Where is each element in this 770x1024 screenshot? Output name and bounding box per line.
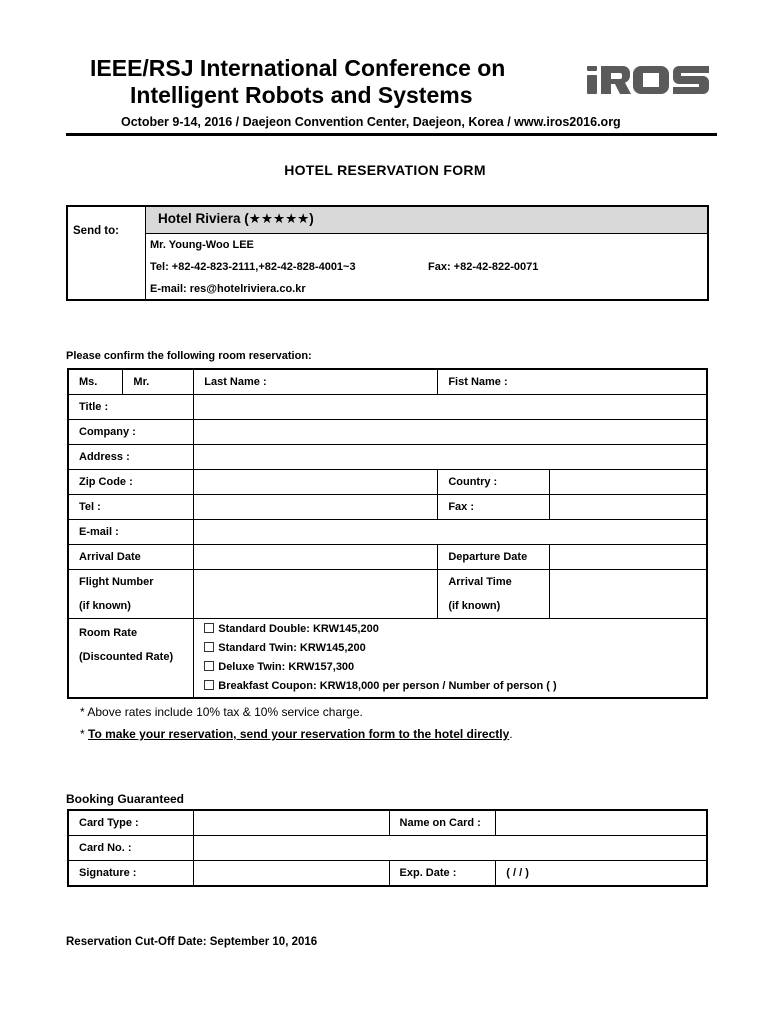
rate-option-breakfast[interactable] (204, 677, 706, 696)
company-label: Company : (68, 420, 194, 445)
card-type-input[interactable] (194, 810, 389, 836)
table-row (68, 520, 707, 545)
name-on-card-label: Name on Card : (389, 810, 496, 836)
table-row (68, 619, 707, 699)
name-on-card-input[interactable] (496, 810, 707, 836)
checkbox-icon[interactable] (204, 642, 214, 652)
flight-number-text: Flight Number (79, 576, 154, 588)
note-prefix: * (80, 727, 89, 741)
zip-label: Zip Code : (68, 470, 194, 495)
zip-input[interactable] (194, 470, 438, 495)
rate-option-standard-twin[interactable] (204, 639, 706, 658)
table-row (68, 861, 707, 887)
booking-guaranteed-label: Booking Guaranteed (66, 792, 185, 806)
mr-option[interactable]: Mr. (123, 369, 194, 395)
hotel-fax: Fax: +82-42-822-0071 (428, 261, 539, 273)
fax-label: Fax : (438, 495, 550, 520)
table-row (68, 810, 707, 836)
hotel-name: Hotel Riviera (★★★★★) (158, 211, 314, 226)
form-title: HOTEL RESERVATION FORM (284, 162, 486, 178)
card-no-label: Card No. : (68, 836, 194, 861)
reservation-table (67, 368, 708, 699)
departure-date-input[interactable] (550, 545, 707, 570)
flight-number-label (68, 570, 194, 619)
reservation-intro: Please confirm the following room reservation: (66, 350, 312, 362)
hotel-contact: Mr. Young-Woo LEE (150, 239, 254, 251)
rate-label: Deluxe Twin: KRW157,300 (218, 661, 355, 673)
ms-option[interactable]: Ms. (68, 369, 123, 395)
country-label: Country : (438, 470, 550, 495)
discounted-rate-text: (Discounted Rate) (79, 651, 174, 663)
note-suffix: . (509, 727, 513, 741)
rate-label: Breakfast Coupon: KRW18,000 per person / Number of person ( ) (218, 680, 557, 692)
last-name-field[interactable]: Last Name : (194, 369, 438, 395)
booking-table (67, 809, 708, 887)
table-row (68, 545, 707, 570)
cutoff-date: Reservation Cut-Off Date: September 10, 2016 (66, 936, 318, 948)
flight-if-known-text: (if known) (79, 600, 131, 612)
hotel-email: E-mail: res@hotelriviera.co.kr (150, 283, 306, 295)
email-label: E-mail : (68, 520, 194, 545)
conference-title-line2: Intelligent Robots and Systems (130, 82, 473, 108)
table-row (68, 470, 707, 495)
title-input[interactable] (194, 395, 707, 420)
country-input[interactable] (550, 470, 707, 495)
company-input[interactable] (194, 420, 707, 445)
arrival-date-label: Arrival Date (68, 545, 194, 570)
reservation-instruction (80, 727, 513, 741)
table-row (68, 570, 707, 619)
table-row (68, 420, 707, 445)
conference-subtitle: October 9-14, 2016 / Daejeon Convention Center, Daejeon, Korea / www.iros2016.org (121, 115, 621, 129)
table-row (68, 495, 707, 520)
signature-input[interactable] (194, 861, 389, 887)
tel-input[interactable] (194, 495, 438, 520)
exp-date-input[interactable]: ( / / ) (496, 861, 707, 887)
header-divider (66, 133, 717, 136)
send-to-label: Send to: (73, 225, 119, 237)
exp-date-label: Exp. Date : (389, 861, 496, 887)
rate-option-deluxe-twin[interactable] (204, 658, 706, 677)
checkbox-icon[interactable] (204, 661, 214, 671)
instruction-underlined: To make your reservation, send your reservation form to the hotel directly (88, 727, 510, 741)
flight-number-input[interactable] (194, 570, 438, 619)
rate-option-standard-double[interactable] (204, 620, 706, 639)
arrival-time-input[interactable] (550, 570, 707, 619)
rate-label: Standard Double: KRW145,200 (218, 623, 379, 635)
arrival-date-input[interactable] (194, 545, 438, 570)
arrival-time-text: Arrival Time (448, 576, 512, 588)
rate-label: Standard Twin: KRW145,200 (218, 642, 366, 654)
email-input[interactable] (194, 520, 707, 545)
table-row (68, 369, 707, 395)
checkbox-icon[interactable] (204, 680, 214, 690)
address-input[interactable] (194, 445, 707, 470)
table-row (68, 445, 707, 470)
room-rate-label (68, 619, 194, 699)
hotel-tel: Tel: +82-42-823-2111,+82-42-828-4001~3 (150, 261, 356, 273)
conference-title-line1: IEEE/RSJ International Conference on (90, 55, 506, 81)
room-rate-text: Room Rate (79, 627, 138, 639)
iros-logo (585, 60, 713, 100)
first-name-field[interactable]: Fist Name : (438, 369, 707, 395)
title-label: Title : (68, 395, 194, 420)
fax-input[interactable] (550, 495, 707, 520)
address-label: Address : (68, 445, 194, 470)
rates-note: * Above rates include 10% tax & 10% service charge. (80, 705, 363, 719)
card-no-input[interactable] (194, 836, 707, 861)
departure-date-label: Departure Date (438, 545, 550, 570)
table-row (68, 836, 707, 861)
signature-label: Signature : (68, 861, 194, 887)
checkbox-icon[interactable] (204, 623, 214, 633)
arrival-if-known-text: (if known) (448, 600, 501, 612)
card-type-label: Card Type : (68, 810, 194, 836)
room-rate-options (194, 619, 707, 699)
tel-label: Tel : (68, 495, 194, 520)
table-row (68, 395, 707, 420)
arrival-time-label (438, 570, 550, 619)
